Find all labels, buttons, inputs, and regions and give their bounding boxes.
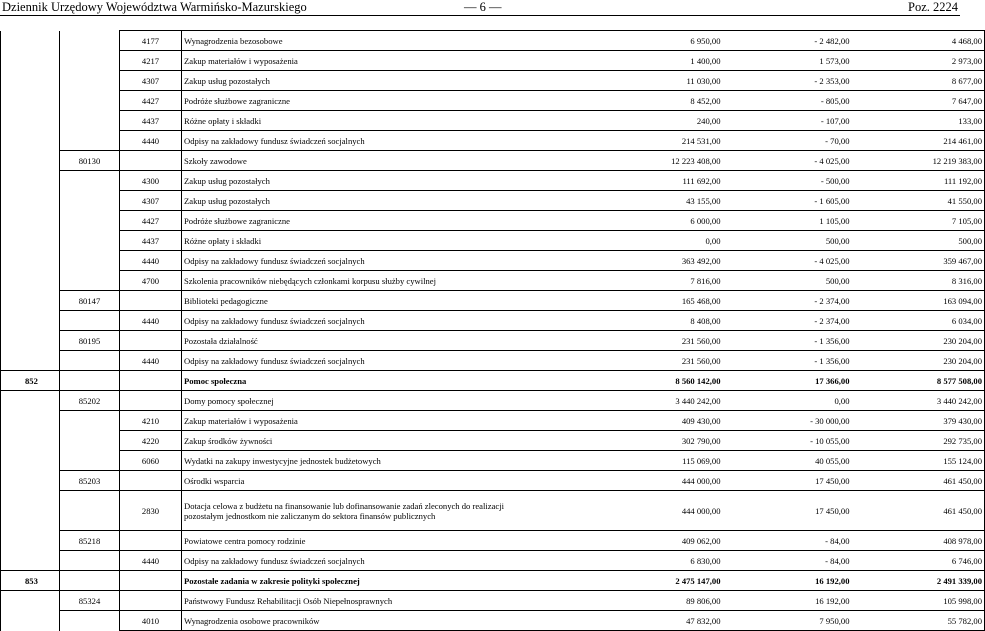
plan-after-change: 155 124,00 <box>852 451 985 471</box>
division-code <box>1 471 60 491</box>
division-code <box>1 51 60 71</box>
plan-amount: 363 492,00 <box>622 251 723 271</box>
plan-after-change: 8 577 508,00 <box>852 371 985 391</box>
item-name: Szkoły zawodowe <box>182 151 622 171</box>
table-row <box>1 91 985 111</box>
chapter-code <box>60 371 120 391</box>
division-code <box>1 551 60 571</box>
division-code <box>1 491 60 531</box>
paragraph-code <box>120 371 182 391</box>
plan-after-change: 461 450,00 <box>852 491 985 531</box>
chapter-code <box>60 251 120 271</box>
chapter-code <box>60 411 120 431</box>
plan-amount: 214 531,00 <box>622 131 723 151</box>
plan-amount: 3 440 242,00 <box>622 391 723 411</box>
plan-amount: 302 790,00 <box>622 431 723 451</box>
change-amount: - 500,00 <box>723 171 852 191</box>
change-amount: 17 450,00 <box>723 491 852 531</box>
paragraph-code <box>120 151 182 171</box>
item-name: Zakup materiałów i wyposażenia <box>182 51 622 71</box>
chapter-code <box>60 171 120 191</box>
item-name: Różne opłaty i składki <box>182 111 622 131</box>
change-amount: 16 192,00 <box>723 591 852 611</box>
table-row <box>1 191 985 211</box>
plan-amount: 115 069,00 <box>622 451 723 471</box>
change-amount: - 2 353,00 <box>723 71 852 91</box>
chapter-code <box>60 431 120 451</box>
plan-after-change: 230 204,00 <box>852 351 985 371</box>
plan-amount: 240,00 <box>622 111 723 131</box>
chapter-code: 85218 <box>60 531 120 551</box>
division-code <box>1 251 60 271</box>
plan-after-change: 105 998,00 <box>852 591 985 611</box>
chapter-code: 85324 <box>60 591 120 611</box>
item-name: Pozostała działalność <box>182 331 622 351</box>
division-code <box>1 111 60 131</box>
table-row <box>1 311 985 331</box>
division-code <box>1 91 60 111</box>
plan-after-change: 2 491 339,00 <box>852 571 985 591</box>
change-amount: 500,00 <box>723 271 852 291</box>
plan-amount: 1 400,00 <box>622 51 723 71</box>
item-name: Biblioteki pedagogiczne <box>182 291 622 311</box>
table-row <box>1 551 985 571</box>
change-amount: 1 573,00 <box>723 51 852 71</box>
table-row <box>1 591 985 611</box>
change-amount: - 70,00 <box>723 131 852 151</box>
plan-amount: 444 000,00 <box>622 491 723 531</box>
division-code <box>1 31 60 51</box>
table-row <box>1 71 985 91</box>
change-amount: - 10 055,00 <box>723 431 852 451</box>
change-amount: 16 192,00 <box>723 571 852 591</box>
chapter-code <box>60 231 120 251</box>
item-name: Zakup materiałów i wyposażenia <box>182 411 622 431</box>
plan-after-change: 55 782,00 <box>852 611 985 631</box>
table-row <box>1 271 985 291</box>
plan-after-change: 163 094,00 <box>852 291 985 311</box>
table-row <box>1 231 985 251</box>
item-name: Odpisy na zakładowy fundusz świadczeń socjalnych <box>182 351 622 371</box>
plan-amount: 8 452,00 <box>622 91 723 111</box>
division-code: 852 <box>1 371 60 391</box>
item-name: Wydatki na zakupy inwestycyjne jednostek budżetowych <box>182 451 622 471</box>
division-code <box>1 151 60 171</box>
paragraph-code: 4307 <box>120 71 182 91</box>
paragraph-code: 4210 <box>120 411 182 431</box>
plan-after-change: 2 973,00 <box>852 51 985 71</box>
item-name: Wynagrodzenia osobowe pracowników <box>182 611 622 631</box>
plan-amount: 89 806,00 <box>622 591 723 611</box>
plan-after-change: 6 746,00 <box>852 551 985 571</box>
table-row <box>1 151 985 171</box>
plan-after-change: 12 219 383,00 <box>852 151 985 171</box>
paragraph-code <box>120 471 182 491</box>
chapter-code <box>60 311 120 331</box>
item-name: Pomoc społeczna <box>182 371 622 391</box>
change-amount: - 1 356,00 <box>723 351 852 371</box>
division-code <box>1 531 60 551</box>
table-row <box>1 331 985 351</box>
table-row <box>1 251 985 271</box>
plan-after-change: 7 647,00 <box>852 91 985 111</box>
plan-amount: 47 832,00 <box>622 611 723 631</box>
plan-after-change: 6 034,00 <box>852 311 985 331</box>
table-row <box>1 371 985 391</box>
change-amount: 17 450,00 <box>723 471 852 491</box>
chapter-code <box>60 491 120 531</box>
chapter-code <box>60 191 120 211</box>
paragraph-code: 4440 <box>120 351 182 371</box>
plan-amount: 444 000,00 <box>622 471 723 491</box>
paragraph-code: 4437 <box>120 231 182 251</box>
division-code <box>1 291 60 311</box>
division-code <box>1 351 60 371</box>
plan-amount: 409 062,00 <box>622 531 723 551</box>
plan-amount: 231 560,00 <box>622 351 723 371</box>
change-amount: 500,00 <box>723 231 852 251</box>
plan-after-change: 292 735,00 <box>852 431 985 451</box>
item-name-line: Dotacja celowa z budżetu na finansowanie lub dofinansowanie zadań zleconych do realizacji <box>184 500 504 511</box>
plan-after-change: 500,00 <box>852 231 985 251</box>
plan-amount: 409 430,00 <box>622 411 723 431</box>
table-row <box>1 571 985 591</box>
chapter-code <box>60 51 120 71</box>
table-row <box>1 431 985 451</box>
chapter-code <box>60 131 120 151</box>
table-row <box>1 411 985 431</box>
plan-after-change: 8 677,00 <box>852 71 985 91</box>
paragraph-code <box>120 571 182 591</box>
plan-amount: 43 155,00 <box>622 191 723 211</box>
paragraph-code: 4440 <box>120 251 182 271</box>
plan-amount: 6 000,00 <box>622 211 723 231</box>
item-name: Odpisy na zakładowy fundusz świadczeń socjalnych <box>182 311 622 331</box>
plan-amount: 8 408,00 <box>622 311 723 331</box>
change-amount: - 107,00 <box>723 111 852 131</box>
chapter-code <box>60 71 120 91</box>
division-code <box>1 211 60 231</box>
chapter-code: 85203 <box>60 471 120 491</box>
division-code <box>1 611 60 631</box>
paragraph-code: 4307 <box>120 191 182 211</box>
table-row <box>1 471 985 491</box>
plan-after-change: 214 461,00 <box>852 131 985 151</box>
table-row <box>1 531 985 551</box>
item-name: Państwowy Fundusz Rehabilitacji Osób Niepełnosprawnych <box>182 591 622 611</box>
paragraph-code: 4220 <box>120 431 182 451</box>
paragraph-code <box>120 291 182 311</box>
change-amount: 7 950,00 <box>723 611 852 631</box>
change-amount: - 2 482,00 <box>723 31 852 51</box>
plan-amount: 231 560,00 <box>622 331 723 351</box>
division-code <box>1 411 60 431</box>
page-header <box>0 0 960 14</box>
plan-after-change: 230 204,00 <box>852 331 985 351</box>
table-row <box>1 131 985 151</box>
budget-table <box>0 30 985 631</box>
division-code <box>1 171 60 191</box>
plan-amount: 7 816,00 <box>622 271 723 291</box>
change-amount: - 4 025,00 <box>723 251 852 271</box>
table-row <box>1 211 985 231</box>
plan-amount: 6 830,00 <box>622 551 723 571</box>
division-code: 853 <box>1 571 60 591</box>
change-amount: - 30 000,00 <box>723 411 852 431</box>
chapter-code: 80147 <box>60 291 120 311</box>
table-row <box>1 491 985 531</box>
chapter-code <box>60 111 120 131</box>
chapter-code <box>60 211 120 231</box>
change-amount: - 805,00 <box>723 91 852 111</box>
chapter-code <box>60 31 120 51</box>
item-name: Podróże służbowe zagraniczne <box>182 91 622 111</box>
paragraph-code: 4440 <box>120 131 182 151</box>
change-amount: - 1 356,00 <box>723 331 852 351</box>
table-row <box>1 31 985 51</box>
table-row <box>1 171 985 191</box>
paragraph-code: 4700 <box>120 271 182 291</box>
item-name: Odpisy na zakładowy fundusz świadczeń socjalnych <box>182 551 622 571</box>
page-number: — 6 — <box>464 0 502 14</box>
item-name: Podróże służbowe zagraniczne <box>182 211 622 231</box>
change-amount: - 84,00 <box>723 551 852 571</box>
division-code <box>1 391 60 411</box>
division-code <box>1 591 60 611</box>
chapter-code <box>60 571 120 591</box>
position-number: Poz. 2224 <box>908 0 958 14</box>
chapter-code: 80195 <box>60 331 120 351</box>
division-code <box>1 331 60 351</box>
paragraph-code: 4437 <box>120 111 182 131</box>
plan-after-change: 461 450,00 <box>852 471 985 491</box>
table-row <box>1 291 985 311</box>
publication-title: Dziennik Urzędowy Województwa Warmińsko-Mazurskiego <box>2 0 307 14</box>
plan-after-change: 41 550,00 <box>852 191 985 211</box>
plan-amount: 111 692,00 <box>622 171 723 191</box>
division-code <box>1 271 60 291</box>
division-code <box>1 131 60 151</box>
item-name: Powiatowe centra pomocy rodzinie <box>182 531 622 551</box>
plan-after-change: 3 440 242,00 <box>852 391 985 411</box>
division-code <box>1 191 60 211</box>
chapter-code <box>60 451 120 471</box>
plan-after-change: 408 978,00 <box>852 531 985 551</box>
division-code <box>1 431 60 451</box>
plan-after-change: 111 192,00 <box>852 171 985 191</box>
chapter-code <box>60 351 120 371</box>
paragraph-code: 4440 <box>120 551 182 571</box>
change-amount: 40 055,00 <box>723 451 852 471</box>
paragraph-code: 4177 <box>120 31 182 51</box>
item-name: Pozostałe zadania w zakresie polityki społecznej <box>182 571 622 591</box>
table-row <box>1 451 985 471</box>
change-amount: 0,00 <box>723 391 852 411</box>
change-amount: 1 105,00 <box>723 211 852 231</box>
plan-amount: 12 223 408,00 <box>622 151 723 171</box>
chapter-code <box>60 91 120 111</box>
plan-after-change: 8 316,00 <box>852 271 985 291</box>
item-name: Różne opłaty i składki <box>182 231 622 251</box>
change-amount: - 84,00 <box>723 531 852 551</box>
paragraph-code: 4217 <box>120 51 182 71</box>
change-amount: - 1 605,00 <box>723 191 852 211</box>
item-name: Zakup usług pozostałych <box>182 171 622 191</box>
plan-after-change: 133,00 <box>852 111 985 131</box>
chapter-code <box>60 271 120 291</box>
item-name: Ośrodki wsparcia <box>182 471 622 491</box>
paragraph-code: 2830 <box>120 491 182 531</box>
paragraph-code: 6060 <box>120 451 182 471</box>
paragraph-code: 4010 <box>120 611 182 631</box>
paragraph-code <box>120 591 182 611</box>
change-amount: - 4 025,00 <box>723 151 852 171</box>
paragraph-code: 4427 <box>120 91 182 111</box>
item-name-line: pozostałym jednostkom nie zaliczanym do sektora finansów publicznych <box>184 510 436 521</box>
plan-amount: 8 560 142,00 <box>622 371 723 391</box>
paragraph-code: 4440 <box>120 311 182 331</box>
plan-amount: 165 468,00 <box>622 291 723 311</box>
division-code <box>1 71 60 91</box>
change-amount: - 2 374,00 <box>723 311 852 331</box>
plan-after-change: 379 430,00 <box>852 411 985 431</box>
plan-after-change: 4 468,00 <box>852 31 985 51</box>
chapter-code <box>60 611 120 631</box>
item-name: Odpisy na zakładowy fundusz świadczeń socjalnych <box>182 131 622 151</box>
paragraph-code: 4300 <box>120 171 182 191</box>
plan-amount: 6 950,00 <box>622 31 723 51</box>
table-row <box>1 351 985 371</box>
item-name: Szkolenia pracowników niebędących członkami korpusu służby cywilnej <box>182 271 622 291</box>
item-name: Zakup środków żywności <box>182 431 622 451</box>
paragraph-code: 4427 <box>120 211 182 231</box>
item-name: Odpisy na zakładowy fundusz świadczeń socjalnych <box>182 251 622 271</box>
chapter-code <box>60 551 120 571</box>
item-name: Zakup usług pozostałych <box>182 71 622 91</box>
item-name: Domy pomocy społecznej <box>182 391 622 411</box>
item-name <box>182 491 622 531</box>
division-code <box>1 451 60 471</box>
division-code <box>1 311 60 331</box>
division-code <box>1 231 60 251</box>
budget-table-body <box>1 31 985 631</box>
plan-amount: 2 475 147,00 <box>622 571 723 591</box>
chapter-code: 85202 <box>60 391 120 411</box>
paragraph-code <box>120 391 182 411</box>
change-amount: 17 366,00 <box>723 371 852 391</box>
plan-after-change: 7 105,00 <box>852 211 985 231</box>
table-row <box>1 51 985 71</box>
header-rule <box>0 15 960 16</box>
table-row <box>1 611 985 631</box>
paragraph-code <box>120 531 182 551</box>
item-name: Wynagrodzenia bezosobowe <box>182 31 622 51</box>
plan-amount: 0,00 <box>622 231 723 251</box>
change-amount: - 2 374,00 <box>723 291 852 311</box>
table-row <box>1 111 985 131</box>
table-row <box>1 391 985 411</box>
paragraph-code <box>120 331 182 351</box>
plan-amount: 11 030,00 <box>622 71 723 91</box>
chapter-code: 80130 <box>60 151 120 171</box>
plan-after-change: 359 467,00 <box>852 251 985 271</box>
item-name: Zakup usług pozostałych <box>182 191 622 211</box>
